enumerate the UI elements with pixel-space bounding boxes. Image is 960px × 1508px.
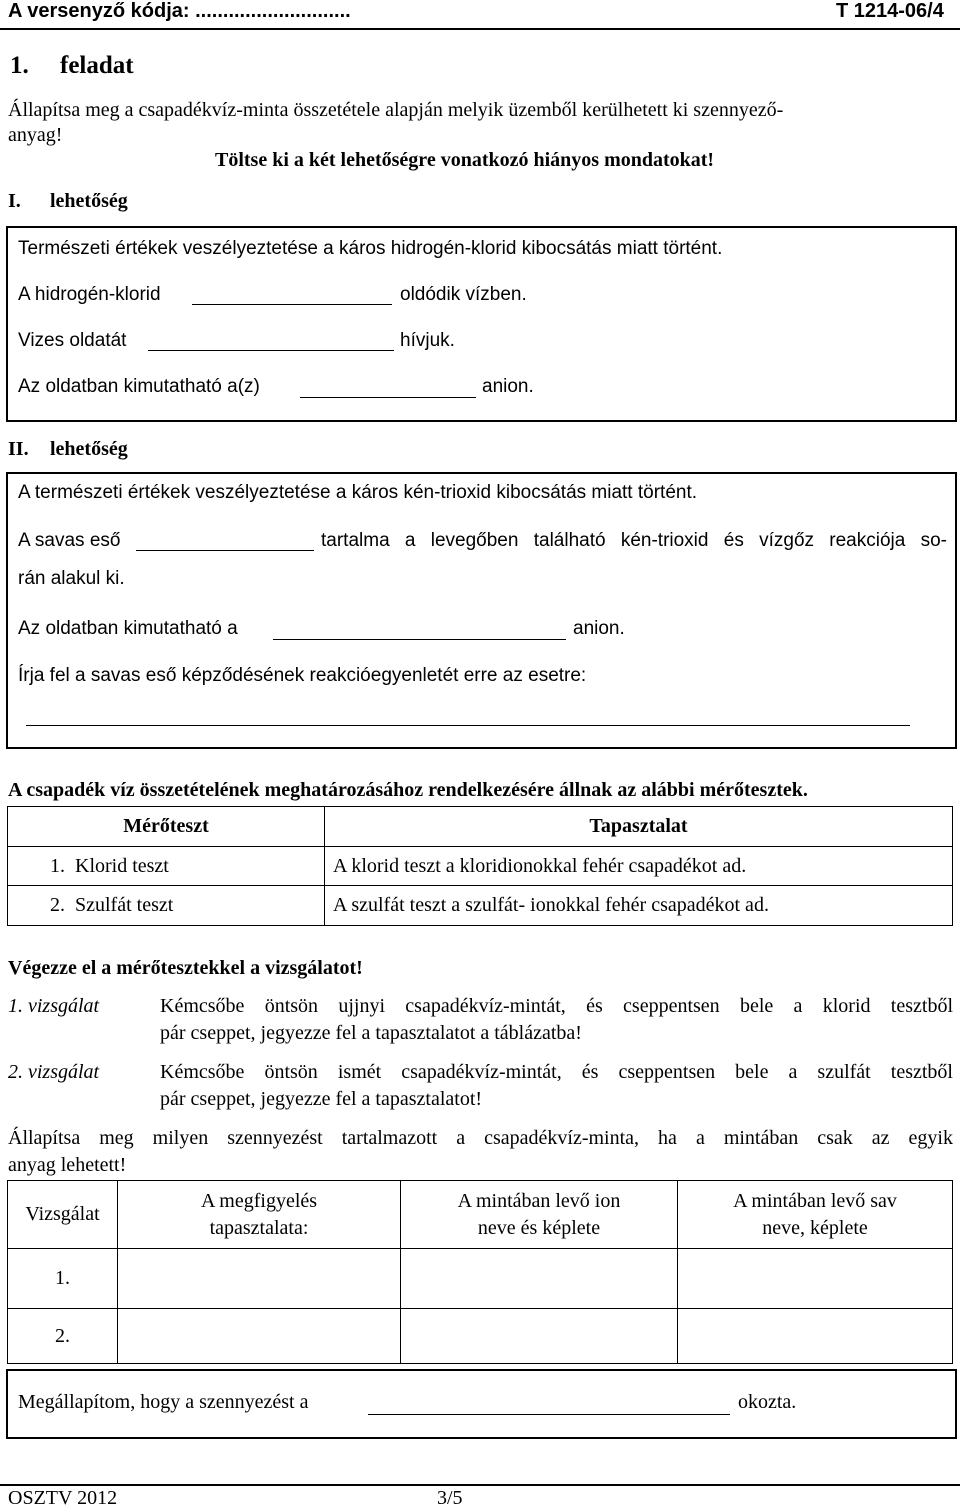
header-doc-id: T 1214-06/4 (836, 0, 944, 22)
step1-line1: Kémcsőbe öntsön ujjnyi csapadékvíz-mintát, és cseppentsen bele a klorid tesztből (160, 995, 953, 1017)
option2-blank2[interactable] (273, 639, 566, 640)
results-h2a: A megfigyelés (200, 1189, 318, 1212)
step2-line1: Kémcsőbe öntsön ismét csapadékvíz-mintát, és cseppentsen bele a szulfát tesztből (160, 1061, 953, 1083)
option2-line4: Írja fel a savas eső képződésének reakcióegyenletét erre az esetre: (18, 665, 587, 686)
option2-line2c: rán alakul ki. (18, 568, 125, 589)
option1-line2a: A hidrogén-klorid (18, 284, 161, 305)
option2-line2a: A savas eső (18, 530, 121, 551)
option1-line3b: hívjuk. (400, 330, 455, 351)
results-row2-label: 2. (8, 1309, 118, 1364)
option2-label: lehetőség (50, 438, 128, 460)
tests-row2-num: 2. (50, 894, 65, 916)
tests-col2-header: Tapasztalat (325, 807, 953, 847)
results-h4 (678, 1181, 953, 1249)
option1-numeral: I. (8, 190, 21, 212)
header-rule (0, 28, 960, 30)
task-intro-line1: Állapítsa meg a csapadékvíz-minta összetétele alapján melyik üzemből kerülhetett ki szennyező- (8, 99, 784, 121)
table-row (8, 1309, 953, 1364)
footer-page-number: 3/5 (437, 1487, 463, 1508)
tests-heading: A csapadék víz összetételének meghatározásához rendelkezésére állnak az alábbi mérőtesztek. (8, 779, 808, 801)
conclusion-blank[interactable] (368, 1414, 730, 1415)
results-row2-ion[interactable] (401, 1309, 678, 1364)
tests-row1-name-cell (8, 847, 325, 886)
results-row1-acid[interactable] (678, 1249, 953, 1309)
question-line2: anyag lehetett! (8, 1154, 127, 1176)
results-h1: Vizsgálat (8, 1181, 118, 1249)
results-h4a: A mintában levő sav (733, 1189, 897, 1212)
step1-label: 1. vizsgálat (8, 995, 100, 1017)
results-row1-observation[interactable] (118, 1249, 401, 1309)
step1-line2: pár cseppet, jegyezze fel a tapasztalatot a táblázatba! (160, 1022, 582, 1044)
option2-line2b: tartalma a levegőben található kén-trioxid és vízgőz reakciója so- (321, 530, 947, 551)
task-title: feladat (60, 52, 134, 79)
task-intro-line2: anyag! (8, 124, 63, 146)
results-row1-ion[interactable] (401, 1249, 678, 1309)
tests-row2-result: A szulfát teszt a szulfát- ionokkal fehér csapadékot ad. (325, 886, 953, 926)
results-h3b: neve és képlete (477, 1216, 601, 1239)
conclusion-text-b: okozta. (738, 1391, 797, 1413)
tests-col1-header: Mérőteszt (8, 807, 325, 847)
results-row2-observation[interactable] (118, 1309, 401, 1364)
tests-row1-name: Klorid teszt (75, 854, 169, 877)
option1-blank1[interactable] (192, 304, 392, 305)
table-row (8, 847, 953, 886)
option1-label: lehetőség (50, 190, 128, 212)
footer-left: OSZTV 2012 (8, 1487, 118, 1508)
question-line1: Állapítsa meg milyen szennyezést tartalmazott a csapadékvíz-minta, ha a mintában csak az egyik (8, 1127, 953, 1149)
results-table (7, 1180, 953, 1364)
results-row1-label: 1. (8, 1249, 118, 1309)
tests-row1-result: A klorid teszt a kloridionokkal fehér csapadékot ad. (325, 847, 953, 886)
investigation-heading: Végezze el a mérőtesztekkel a vizsgálatot! (8, 957, 363, 979)
option2-numeral: II. (8, 438, 29, 460)
results-row2-acid[interactable] (678, 1309, 953, 1364)
task-number: 1. (10, 52, 29, 79)
option1-blank3[interactable] (300, 397, 476, 398)
option2-line3a: Az oldatban kimutatható a (18, 618, 238, 639)
option2-box (6, 472, 957, 749)
results-h2 (118, 1181, 401, 1249)
step2-line2: pár cseppet, jegyezze fel a tapasztalatot! (160, 1088, 483, 1110)
step2-label: 2. vizsgálat (8, 1061, 100, 1083)
tests-row2-name: Szulfát teszt (75, 894, 174, 916)
tests-row2-name-cell (8, 886, 325, 926)
conclusion-text-a: Megállapítom, hogy a szennyezést a (18, 1391, 309, 1413)
option1-blank2[interactable] (148, 350, 394, 351)
option1-line1: Természeti értékek veszélyeztetése a káros hidrogén-klorid kibocsátás miatt történt. (18, 238, 723, 259)
table-row (8, 1249, 953, 1309)
option1-line4a: Az oldatban kimutatható a(z) (18, 376, 260, 397)
option2-blank1[interactable] (136, 550, 314, 551)
tests-header-row (8, 807, 953, 847)
tests-table (7, 806, 953, 926)
option2-line3b: anion. (573, 618, 625, 639)
tests-row1-num: 1. (50, 854, 65, 877)
results-h3 (401, 1181, 678, 1249)
option1-line3a: Vizes oldatát (18, 330, 127, 351)
option2-line1: A természeti értékek veszélyeztetése a káros kén-trioxid kibocsátás miatt történt. (18, 482, 698, 503)
header-code-label: A versenyző kódja: ............................ (8, 0, 351, 22)
footer-rule (0, 1484, 960, 1486)
results-h4b: neve, képlete (762, 1216, 868, 1239)
results-h2b: tapasztalata: (209, 1216, 309, 1239)
option1-line4b: anion. (482, 376, 534, 397)
option1-line2b: oldódik vízben. (400, 284, 527, 305)
task-instruction: Töltse ki a két lehetőségre vonatkozó hiányos mondatokat! (215, 149, 715, 171)
option2-equation-blank[interactable] (26, 725, 910, 726)
results-header-row (8, 1181, 953, 1249)
table-row (8, 886, 953, 926)
results-h3a: A mintában levő ion (457, 1189, 621, 1212)
